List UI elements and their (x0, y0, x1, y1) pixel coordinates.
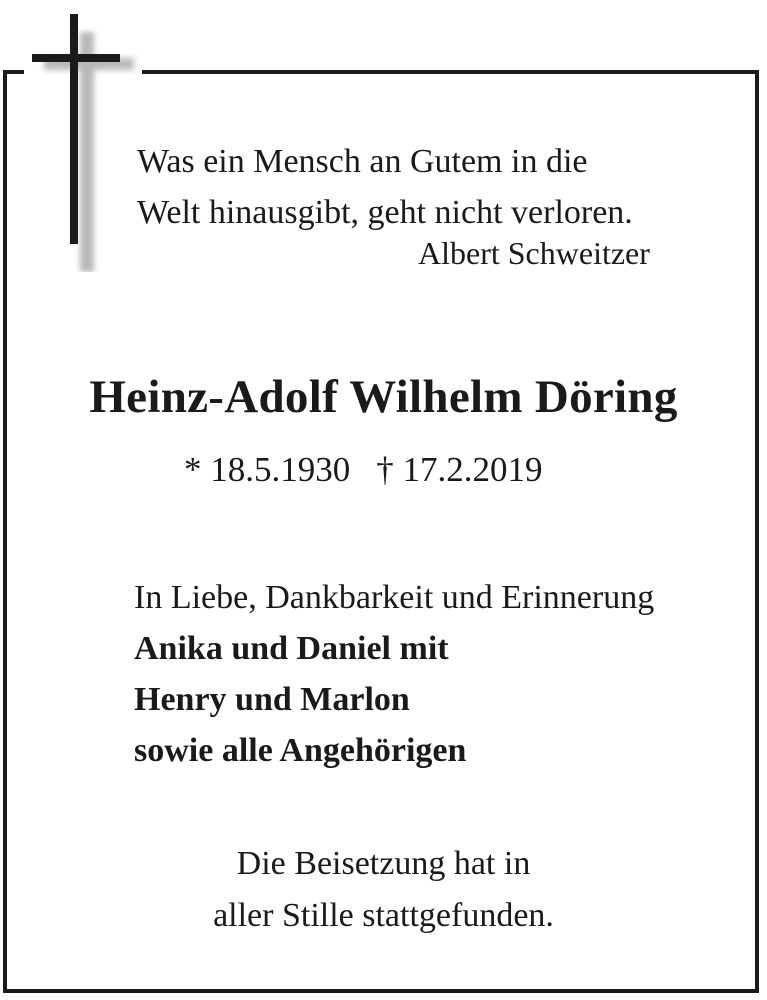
burial-notice (0, 838, 767, 942)
cross-icon (30, 12, 142, 272)
deceased-name: Heinz-Adolf Wilhelm Döring (89, 371, 678, 423)
quote (137, 136, 633, 238)
quote-line: Welt hinausgibt, geht nicht verloren. (137, 194, 633, 231)
mourner-line: sowie alle Angehörigen (134, 732, 467, 769)
mourner-line: Anika und Daniel mit (134, 630, 449, 667)
quote-author: Albert Schweitzer (418, 235, 650, 271)
mourner-line: Henry und Marlon (134, 681, 410, 718)
mourners (134, 572, 654, 776)
quote-line: Was ein Mensch an Gutem in die (137, 143, 588, 180)
birth-date: * 18.5.1930 (184, 450, 351, 489)
death-date: † 17.2.2019 (376, 450, 543, 489)
life-dates (184, 450, 543, 490)
burial-line: Die Beisetzung hat in (236, 845, 531, 882)
burial-line: aller Stille stattgefunden. (213, 897, 554, 934)
mourners-intro: In Liebe, Dankbarkeit und Erinnerung (134, 579, 655, 616)
